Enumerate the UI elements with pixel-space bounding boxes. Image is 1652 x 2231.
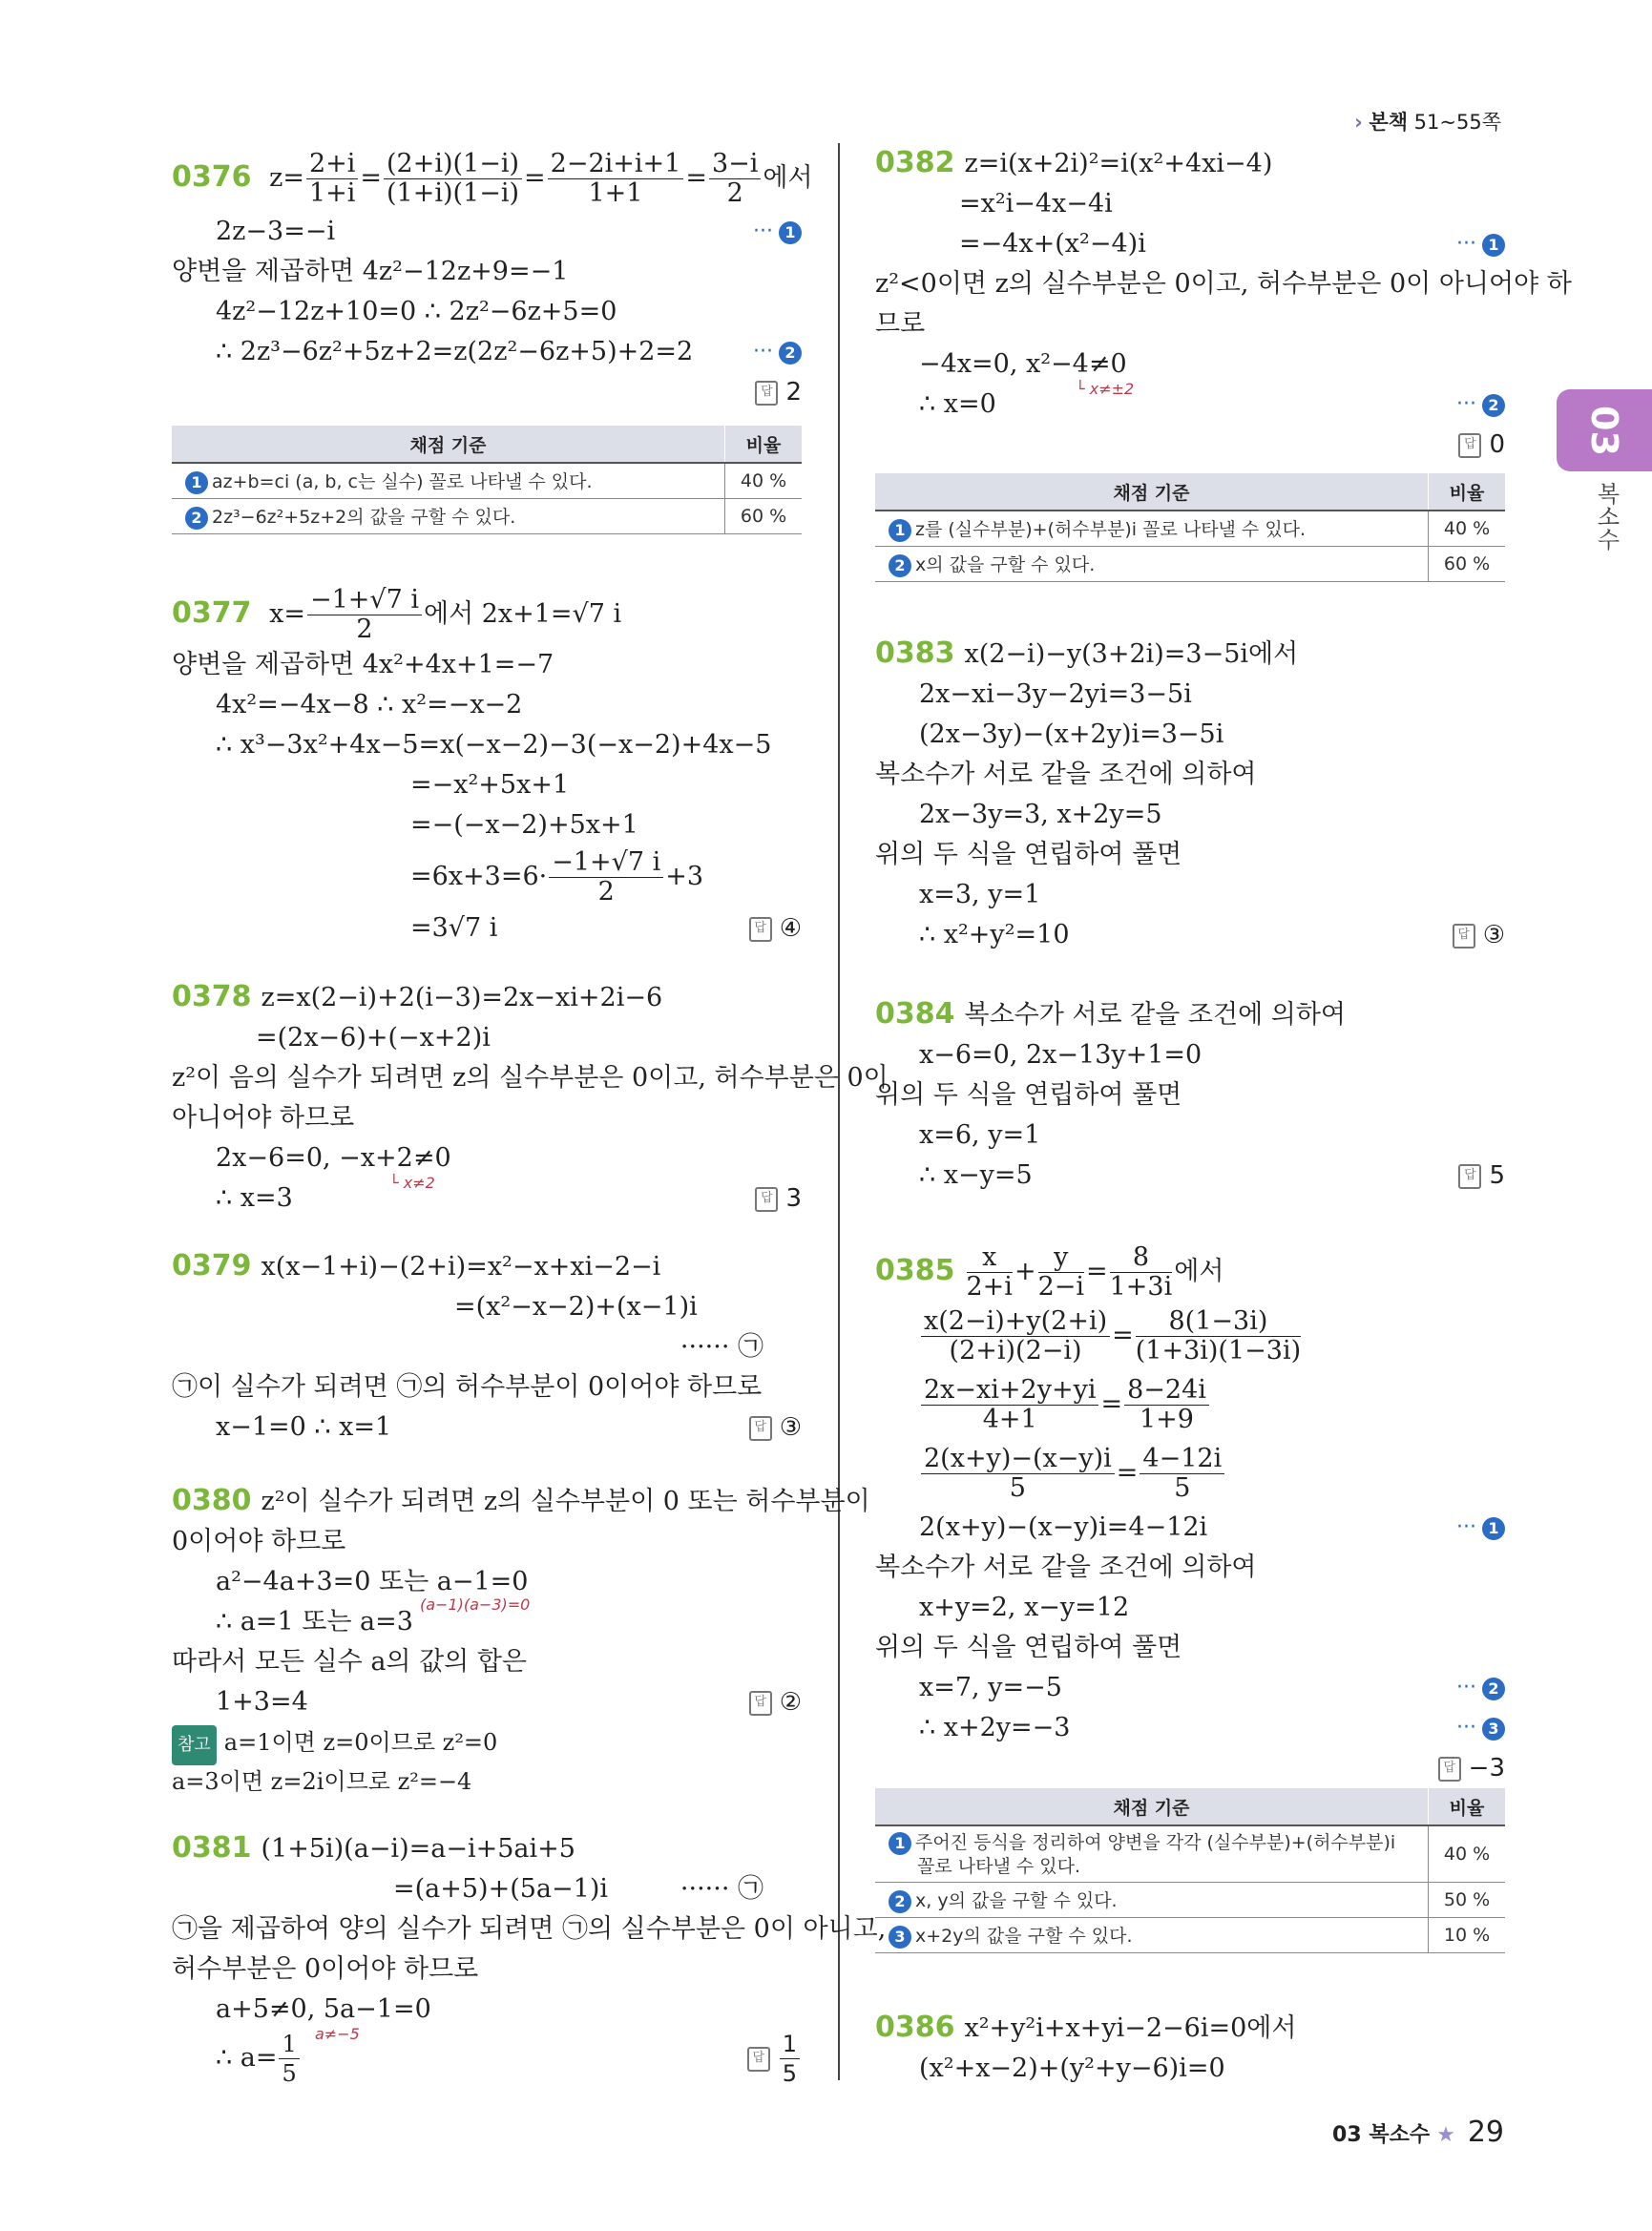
criteria-ratio: 60 %	[725, 499, 803, 534]
math-line: 2x−3y=3, x+2y=5	[919, 800, 1162, 829]
step-marker-2: 2	[889, 1888, 915, 1912]
math-line: =(a+5)+(5a−1)i	[393, 1874, 608, 1904]
reference-pages: 51~55쪽	[1413, 111, 1501, 134]
step-marker-1: ··· 1	[1456, 224, 1505, 264]
numerator: (2+i)(1−i)	[384, 150, 522, 179]
numerator: x(2−i)+y(2+i)	[921, 1307, 1110, 1337]
math-line: =−(−x−2)+5x+1	[410, 810, 638, 840]
denominator: (1+i)(1−i)	[387, 178, 520, 208]
problem-number: 0376	[172, 160, 252, 194]
math-line: 양변을 제곱하면 4x²+4x+1=−7	[172, 650, 554, 679]
math-line: =3√7 i	[410, 913, 498, 943]
problem-0379	[172, 1246, 802, 1448]
numerator: 8	[1110, 1243, 1173, 1273]
denominator: (2+i)(2−i)	[949, 1336, 1082, 1366]
math-line: =−x²+5x+1	[410, 770, 570, 800]
criteria-row: 3 x+2y의 값을 구할 수 있다.	[875, 1918, 1429, 1953]
math-line: z²이 음의 실수가 되려면 z의 실수부분은 0이고, 허수부분은 0이	[172, 1063, 889, 1093]
step-marker-2: ··· 2	[1456, 385, 1505, 425]
star-icon: ★	[1436, 2123, 1455, 2147]
numerator: y	[1038, 1243, 1084, 1273]
math-line: =x²i−4x−4i	[959, 189, 1113, 219]
math-line: 2x−6=0, −x+2≠0	[216, 1143, 451, 1173]
denominator: 1+1	[588, 178, 643, 208]
answer-icon: 답	[755, 1187, 778, 1212]
denominator: 5	[782, 2060, 797, 2087]
math-line: 복소수가 서로 같을 조건에 의하여	[875, 760, 1257, 789]
problem-number: 0386	[875, 2011, 955, 2044]
criteria-header: 채점 기준	[172, 426, 725, 463]
numerator: 8−24i	[1124, 1376, 1209, 1406]
condition-note: └ x≠2	[389, 1174, 435, 1192]
math-line: 위의 두 식을 연립하여 풀면	[875, 840, 1182, 869]
math-line: x−1=0 ∴ x=1	[216, 1412, 392, 1442]
math-line: ∴ x²+y²=10	[919, 920, 1070, 949]
scoring-criteria-0376	[172, 426, 802, 534]
fraction	[279, 2030, 299, 2088]
math-line: 1+3=4	[216, 1687, 308, 1717]
chapter-number: 03	[1583, 405, 1625, 456]
denominator: 2+i	[966, 1272, 1013, 1302]
math-line: (1+5i)(a−i)=a−i+5ai+5	[261, 1834, 575, 1864]
math-line: 복소수가 서로 같을 조건에 의하여	[964, 1000, 1346, 1030]
math-line: 위의 두 식을 연립하여 풀면	[875, 1633, 1182, 1662]
math-line: x²+y²i+x+yi−2−6i=0에서	[964, 2013, 1297, 2043]
problem-number: 0381	[172, 1831, 252, 1865]
math-line: ∴ a=	[216, 2043, 278, 2073]
criteria-row: 2 x의 값을 구할 수 있다.	[875, 547, 1429, 582]
math-line: x+y=2, x−y=12	[919, 1593, 1130, 1622]
problem-number: 0377	[172, 596, 252, 630]
denominator: 5	[1174, 1473, 1191, 1503]
fraction	[1124, 1376, 1209, 1434]
denominator: 2	[356, 615, 373, 644]
ratio-header: 비율	[1429, 473, 1506, 511]
problem-number: 0385	[875, 1254, 955, 1287]
denominator: 5	[282, 2060, 297, 2087]
denominator: 2−i	[1037, 1272, 1084, 1302]
numerator: 8(1−3i)	[1136, 1307, 1301, 1337]
problem-number: 0379	[172, 1249, 252, 1282]
problem-0381	[172, 1828, 887, 2087]
math-line: (2x−3y)−(x+2y)i=3−5i	[919, 719, 1224, 749]
answer	[747, 2030, 802, 2088]
answer: 답 5	[1458, 1156, 1505, 1196]
chapter-tab	[1557, 389, 1652, 471]
math-line: 양변을 제곱하면 4z²−12z+9=−1	[172, 257, 569, 286]
math-line: z=x(2−i)+2(i−3)=2x−xi+2i−6	[261, 983, 663, 1012]
step-marker-3: 3	[889, 1924, 915, 1948]
denominator: (1+3i)(1−3i)	[1135, 1336, 1302, 1366]
math-line: a+5≠0, 5a−1=0	[216, 1994, 431, 2024]
chapter-name: 복소수	[1593, 482, 1620, 551]
fraction	[780, 2030, 800, 2088]
criteria-row: 2 2z³−6z²+5z+2의 값을 구할 수 있다.	[172, 499, 725, 534]
numerator: 1	[279, 2030, 299, 2059]
math-line: 4z²−12z+10=0 ∴ 2z²−6z+5=0	[216, 297, 617, 326]
problem-number: 0384	[875, 997, 955, 1031]
numerator: 2x−xi+2y+yi	[921, 1376, 1098, 1406]
math-line: 므로	[875, 309, 926, 339]
answer-icon: 답	[1458, 433, 1481, 458]
answer: 답 ②	[749, 1682, 802, 1722]
ratio-header: 비율	[725, 426, 803, 463]
condition-note: └ x≠±2	[1076, 380, 1135, 398]
answer: 답 ③	[1453, 915, 1505, 955]
numerator: −1+√7 i	[549, 848, 663, 878]
answer: 답 ③	[749, 1407, 802, 1448]
math-line: z²이 실수가 되려면 z의 실수부분이 0 또는 허수부분이	[261, 1487, 870, 1516]
numerator: −1+√7 i	[307, 586, 422, 615]
problem-number: 0380	[172, 1484, 252, 1517]
math-line: 2x−xi−3y−2yi=3−5i	[919, 679, 1192, 709]
expr: 에서 2x+1=√7 i	[423, 599, 622, 629]
step-marker-1: ··· 1	[753, 212, 802, 252]
denominator: 4+1	[982, 1405, 1037, 1434]
criteria-ratio: 60 %	[1429, 547, 1506, 582]
fraction	[548, 150, 684, 208]
math-line: ∴ x−y=5	[919, 1160, 1033, 1190]
answer-icon: 답	[1458, 1164, 1481, 1189]
chevron-right-icon: ›	[1354, 111, 1363, 134]
math-line: ∴ a=1 또는 a=3	[216, 1607, 413, 1637]
tip-line: a=1이면 z=0이므로 z²=0	[223, 1729, 498, 1756]
condition-note: (a−1)(a−3)=0	[420, 1595, 531, 1614]
math-line: x−6=0, 2x−13y+1=0	[919, 1040, 1202, 1070]
math-line: ∴ x=3	[216, 1183, 293, 1213]
answer: 답 2	[755, 372, 802, 412]
answer: 답 0	[1458, 425, 1505, 465]
step-marker-2: 2	[185, 505, 212, 529]
numerator: 2(x+y)−(x−y)i	[921, 1445, 1115, 1474]
fraction	[921, 1376, 1098, 1434]
step-marker-3: ··· 3	[1456, 1708, 1505, 1748]
criteria-header: 채점 기준	[875, 1788, 1429, 1825]
fraction	[921, 1445, 1115, 1503]
math-line: 복소수가 서로 같을 조건에 의하여	[875, 1553, 1257, 1582]
fraction	[1110, 1243, 1173, 1302]
math-line: ∴ x³−3x²+4x−5=x(−x−2)−3(−x−2)+4x−5	[216, 730, 772, 760]
column-divider	[838, 143, 840, 2080]
math-line: 2z−3=−i	[216, 217, 336, 246]
step-marker-1: 1	[889, 517, 915, 541]
math-line: x=3, y=1	[919, 880, 1041, 909]
condition-note: a≠−5	[315, 2025, 360, 2043]
criteria-ratio: 10 %	[1429, 1918, 1506, 1953]
equation-tag: ······ ㉠	[680, 1332, 763, 1362]
math-line: 0이어야 하므로	[172, 1527, 346, 1556]
math-line: z²<0이면 z의 실수부분은 0이고, 허수부분은 0이 아니어야 하	[875, 269, 1572, 299]
denominator: 2	[726, 178, 743, 208]
fraction	[921, 1307, 1110, 1366]
fraction	[1140, 1445, 1224, 1503]
problem-0385: 0385 $\frac{x}{2+i}$ + $\frac{y}{2-i}$ = $\frac{8}{1+3i}$ 에서 $\frac{x(2-i)+y(2+i)}{(2+i)(2-i)}$ = $\frac{8(1-3i)}{(1+3i)(1-3i)}$ $\frac{2x-xi+2y+yi}{4+1}$ = $\frac{8-24i}{1+9}$ $\frac{2(x+y)-(x-y)i}{5}$ = $\frac{4-12i}{5}$ 2(x+y)−(x−y)i=4−12i ··· 1 복소수가 서로 같을 조건에 의하여 x+y=2, x−y=12 위의 두 식을 연립하여 풀면 x=7, y=−5 ··· 2 ∴ x+2y=−3 ··· 3 답 −3	[875, 1241, 1505, 1788]
numerator: 2+i	[306, 150, 358, 179]
problem-0383	[875, 634, 1505, 955]
answer-icon: 답	[1453, 924, 1475, 949]
math-line: 아니어야 하므로	[172, 1103, 355, 1133]
tip-tag: 참고	[172, 1725, 217, 1765]
answer-icon: 답	[749, 1416, 772, 1441]
math-line: ㉠을 제곱하여 양의 실수가 되려면 ㉠의 실수부분은 0이 아니고,	[172, 1914, 887, 1944]
math-line: (x²+x−2)+(y²+y−6)i=0	[919, 2054, 1225, 2083]
answer: 답 3	[755, 1178, 802, 1219]
problem-number: 0383	[875, 636, 955, 670]
math-line: ∴ 2z³−6z²+5z+2=z(2z²−6z+5)+2=2	[216, 337, 694, 366]
numerator: 2−2i+i+1	[548, 150, 684, 179]
problem-number: 0382	[875, 146, 955, 179]
expr: =6x+3=6·	[410, 862, 548, 891]
fraction	[967, 1243, 1013, 1302]
math-line: ∴ x+2y=−3	[919, 1713, 1071, 1742]
math-line: 2(x+y)−(x−y)i=4−12i	[919, 1512, 1208, 1542]
math-line: ㉠이 실수가 되려면 ㉠의 허수부분이 0이어야 하므로	[172, 1372, 763, 1402]
fraction	[307, 586, 422, 644]
math-line: 따라서 모든 실수 a의 값의 합은	[172, 1647, 527, 1677]
numerator: 4−12i	[1140, 1445, 1224, 1474]
answer-icon: 답	[1438, 1757, 1461, 1782]
step-marker-1: 1	[889, 1830, 915, 1854]
scoring-criteria-0382	[875, 473, 1505, 582]
page-number: 29	[1467, 2116, 1504, 2149]
numerator: 1	[780, 2030, 800, 2059]
problem-0382	[875, 143, 1572, 465]
expr: 에서	[1174, 1257, 1224, 1286]
math-line: 위의 두 식을 연립하여 풀면	[875, 1080, 1182, 1110]
denominator: 5	[1009, 1473, 1026, 1503]
expr: z=	[269, 163, 304, 193]
math-line: 4x²=−4x−8 ∴ x²=−x−2	[216, 690, 523, 719]
problem-0377	[172, 582, 802, 949]
numerator: 3−i	[709, 150, 761, 179]
page-footer	[1332, 2116, 1504, 2149]
math-line: =−4x+(x²−4)i	[959, 229, 1146, 259]
math-line: x=7, y=−5	[919, 1673, 1062, 1702]
problem-0380	[172, 1481, 870, 1798]
denominator: 1+9	[1140, 1405, 1194, 1434]
reference-label: 본책	[1369, 111, 1408, 134]
criteria-ratio: 40 %	[725, 463, 803, 499]
denominator: 2	[597, 877, 615, 907]
math-line: −4x=0, x²−4≠0	[919, 349, 1127, 379]
answer: 답 ④	[749, 908, 802, 949]
step-marker-1: 1	[185, 469, 212, 493]
scoring-criteria-0385	[875, 1788, 1505, 1953]
answer-icon: 답	[755, 381, 778, 406]
math-line: ∴ x=0	[919, 389, 996, 419]
math-line: 허수부분은 0이어야 하므로	[172, 1954, 479, 1984]
criteria-ratio: 40 %	[1429, 511, 1506, 547]
expr: x=	[269, 599, 305, 629]
math-line: a²−4a+3=0 또는 a−1=0	[216, 1567, 529, 1596]
step-marker-1: ··· 1	[1456, 1508, 1505, 1548]
math-line: x(2−i)−y(3+2i)=3−5i에서	[964, 639, 1299, 669]
denominator: 1+i	[308, 178, 356, 208]
problem-0378	[172, 977, 889, 1219]
criteria-ratio: 40 %	[1429, 1825, 1506, 1883]
footer-chapter: 03 복소수	[1332, 2123, 1431, 2147]
math-line: =(x²−x−2)+(x−1)i	[454, 1292, 698, 1322]
math-line: =(2x−6)+(−x+2)i	[256, 1023, 491, 1053]
math-line: z=i(x+2i)²=i(x²+4xi−4)	[964, 149, 1273, 178]
numerator: x	[967, 1243, 1013, 1273]
criteria-row: 1 z를 (실수부분)+(허수부분)i 꼴로 나타낼 수 있다.	[875, 511, 1429, 547]
expr: 에서	[763, 163, 813, 193]
criteria-header: 채점 기준	[875, 473, 1429, 511]
equation-tag: ······ ㉠	[680, 1874, 763, 1904]
answer-icon: 답	[749, 1691, 772, 1716]
problem-0386	[875, 2008, 1505, 2089]
problem-number: 0378	[172, 980, 252, 1013]
ratio-header: 비율	[1429, 1788, 1506, 1825]
step-marker-2: ··· 2	[753, 332, 802, 372]
page-reference	[1354, 107, 1501, 136]
criteria-row: 1 az+b=ci (a, b, c는 실수) 꼴로 나타낼 수 있다.	[172, 463, 725, 499]
answer-icon: 답	[749, 917, 772, 942]
problem-0376: 0376 z= $\frac{2+i}{1+i}$ = $\frac{(2+i)(1-i)}{(1+i)(1-i)}$ = $\frac{2-2i+i+1}{1+1}$ = $\frac{3-i}{2}$ 에서 2z−3=−i ··· 1 양변을 제곱하면 4z²−12z+9=−1 4z²−12z+10=0 ∴ 2z²−6z+5=0 ∴ 2z³−6z²+5z+2=z(2z²−6z+5)+2=2 ··· 2 답 2	[172, 143, 802, 412]
fraction	[709, 150, 761, 208]
problem-0384	[875, 994, 1505, 1196]
denominator: 1+3i	[1109, 1272, 1173, 1302]
answer: 답 −3	[1438, 1748, 1505, 1788]
fraction	[1038, 1243, 1084, 1302]
tip-line: a=3이면 z=2i이므로 z²=−4	[172, 1768, 472, 1795]
step-marker-2: 2	[889, 553, 915, 576]
math-line: x=6, y=1	[919, 1120, 1041, 1150]
expr: +3	[665, 862, 704, 891]
criteria-row: 1 주어진 등식을 정리하여 양변을 각각 (실수부분)+(허수부분)i 꼴로 나타낼 수 있다.	[875, 1825, 1429, 1883]
step-marker-2: ··· 2	[1456, 1668, 1505, 1708]
fraction	[384, 150, 522, 208]
fraction	[306, 150, 358, 208]
math-line: x(x−1+i)−(2+i)=x²−x+xi−2−i	[261, 1252, 661, 1282]
fraction	[1136, 1307, 1301, 1366]
answer-icon: 답	[747, 2047, 770, 2072]
criteria-row: 2 x, y의 값을 구할 수 있다.	[875, 1883, 1429, 1918]
fraction	[549, 848, 663, 907]
criteria-ratio: 50 %	[1429, 1883, 1506, 1918]
